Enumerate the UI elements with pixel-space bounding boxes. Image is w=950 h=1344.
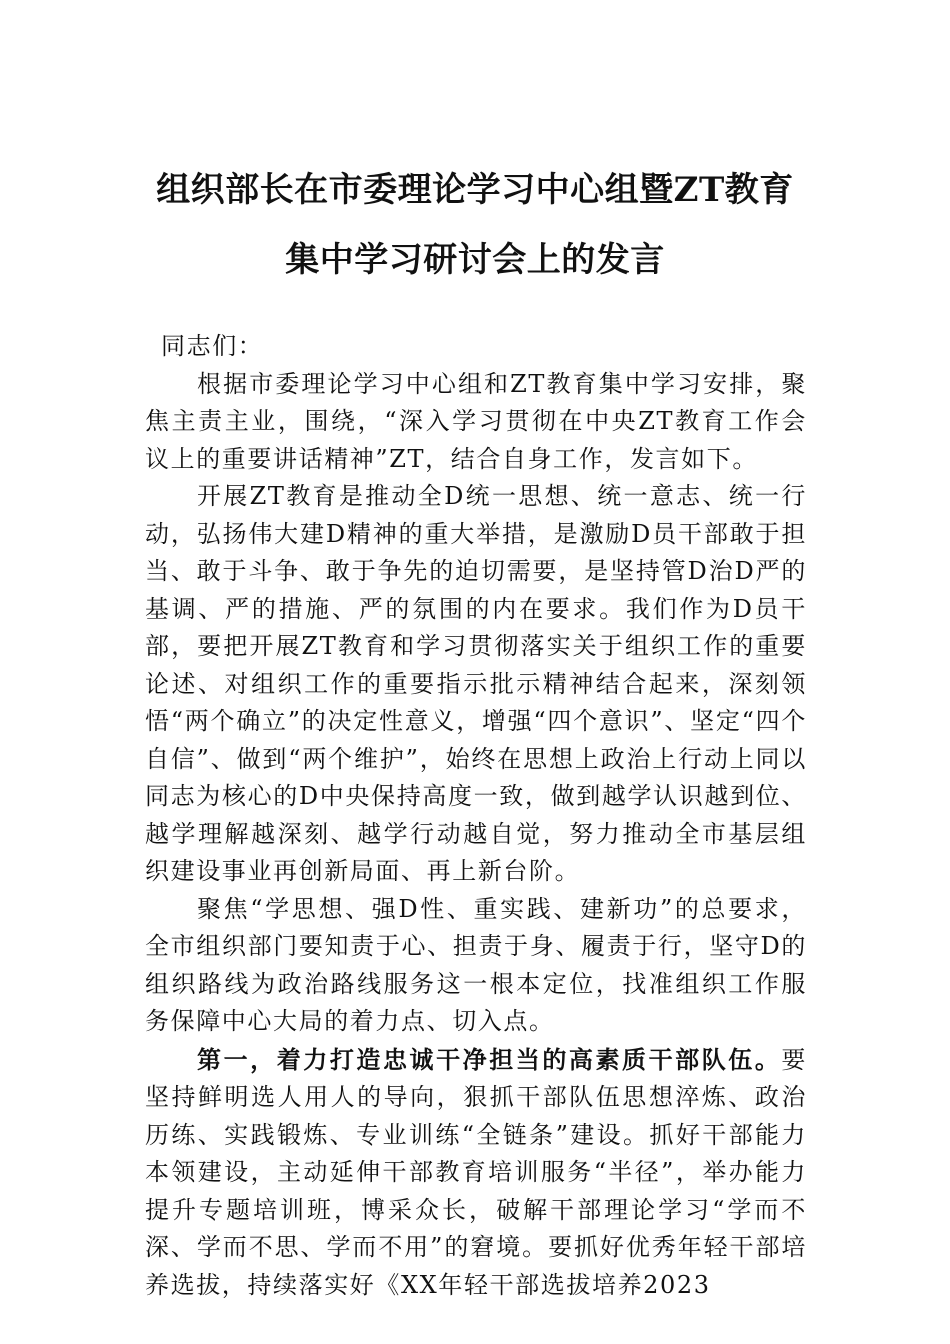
paragraph-2: 开展ZT教育是推动全D统一思想、统一意志、统一行动，弘扬伟大建D精神的重大举措，是激励D员干部敢于担当、敢于斗争、敢于争先的迫切需要，是坚持管D治D严的基调、严的措施、严的氛围的内在要求。我们作为D员干部，要把开展ZT教育和学习贯彻落实关于组织工作的重要论述、对组织工作的重要指示批示精神结合起来，深刻领悟“两个确立”的决定性意义，增强“四个意识”、坚定“四个自信”、做到“两个维护”，始终在思想上政治上行动上同以同志为核心的D中央保持高度一致，做到越学认识越到位、越学理解越深刻、越学行动越自觉，努力推动全市基层组织建设事业再创新局面、再上新台阶。 (145, 482, 807, 885)
document-body (145, 328, 807, 1304)
paragraph-1: 根据市委理论学习中心组和ZT教育集中学习安排，聚焦主责主业，围绕，“深入学习贯彻在中央ZT教育工作会议上的重要讲话精神”ZT，结合自身工作，发言如下。 (145, 369, 807, 473)
document-title-line-2: 集中学习研讨会上的发言 (285, 240, 665, 280)
paragraph-4 (145, 1041, 807, 1305)
paragraph-3: 聚焦“学思想、强D性、重实践、建新功”的总要求，全市组织部门要知责于心、担责于身、履责于行，坚守D的组织路线为政治路线服务这一根本定位，找准组织工作服务保障中心大局的着力点、切入点。 (145, 894, 807, 1035)
salutation: 同志们： (161, 332, 264, 360)
point-1-heading: 第一，着力打造忠诚干净担当的高素质干部队伍。 (197, 1044, 782, 1074)
point-1-text: 要坚持鲜明选人用人的导向，狠抓干部队伍思想淬炼、政治历练、实践锻炼、专业训练“全链条”建设。抓好干部能力本领建设，主动延伸干部教育培训服务“半径”，举办能力提升专题培训班，博采众长，破解干部理论学习“学而不深、学而不思、学而不用”的窘境。要抓好优秀年轻干部培养选拔，持续落实好《XX年轻干部选拔培养2023 (145, 1045, 807, 1299)
document-title-line-1: 组织部长在市委理论学习中心组暨ZT教育 (156, 170, 794, 210)
